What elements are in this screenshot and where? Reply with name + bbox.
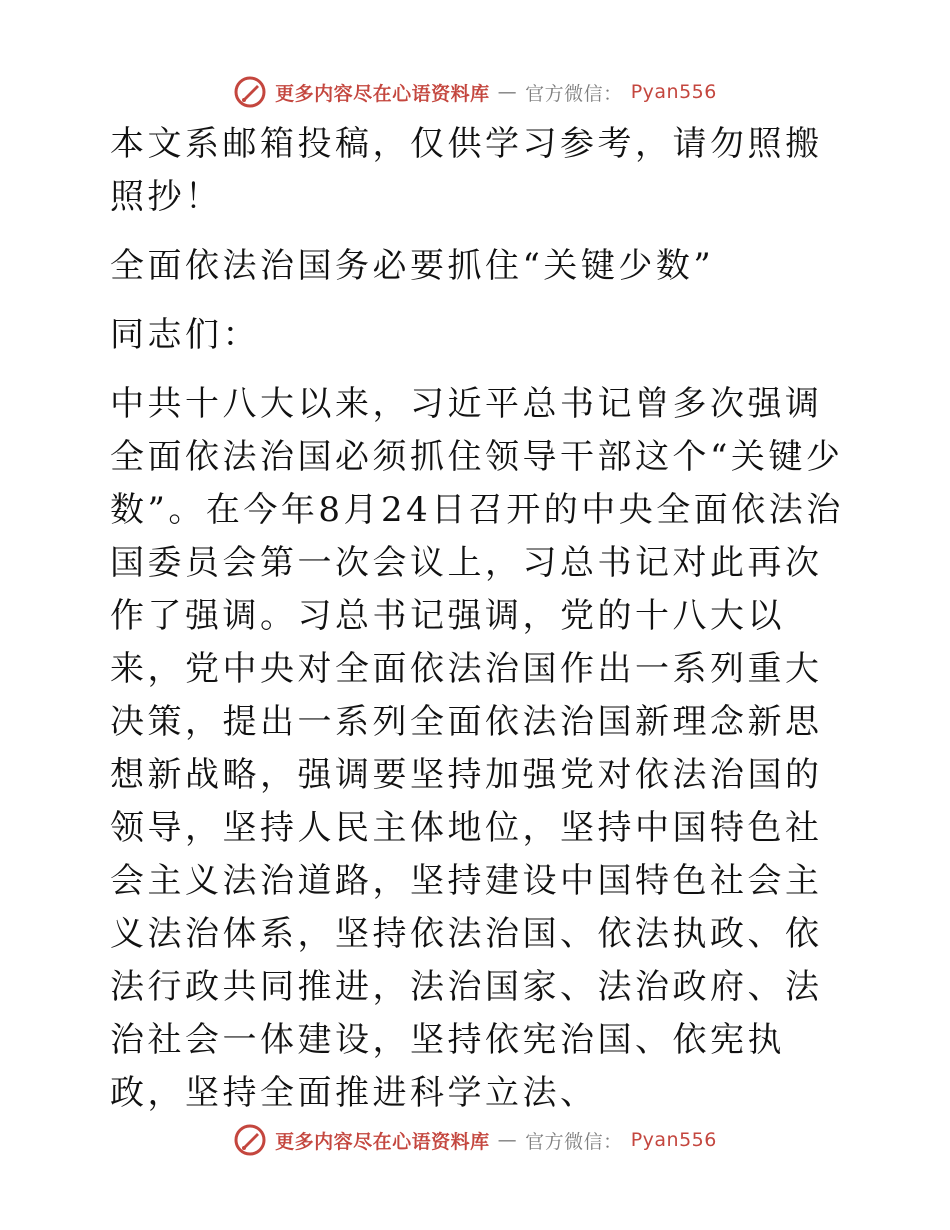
header-watermark — [0, 72, 950, 112]
watermark-main-text: 更多内容尽在心语资料库 — [275, 82, 490, 105]
greeting: 同志们： — [110, 315, 260, 355]
document-body — [98, 118, 858, 1136]
watermark-separator: — — [497, 1129, 518, 1151]
pen-seal-icon — [233, 1123, 267, 1157]
watermark-wechat-id: Pyan556 — [630, 81, 717, 103]
document-title: 全面依法治国务必要抓住“关键少数” — [110, 246, 715, 286]
watermark-suffix-text: 官方微信： — [525, 82, 623, 105]
submission-notice: 本文系邮箱投稿，仅供学习参考，请勿照搬照抄！ — [110, 124, 823, 217]
watermark-suffix-text: 官方微信： — [525, 1130, 623, 1153]
watermark-main-text: 更多内容尽在心语资料库 — [275, 1130, 490, 1153]
watermark-separator: — — [497, 81, 518, 103]
footer-watermark — [0, 1120, 950, 1160]
pen-seal-icon — [233, 75, 267, 109]
watermark-wechat-id: Pyan556 — [630, 1129, 717, 1151]
body-paragraph: 中共十八大以来，习近平总书记曾多次强调全面依法治国必须抓住领导干部这个“关键少数”。在今年8月24日召开的中央全面依法治国委员会第一次会议上，习总书记对此再次作了强调。习总书记强调，党的十八大以来，党中央对全面依法治国作出一系列重大决策，提出一系列全面依法治国新理念新思想新战略，强调要坚持加强党对依法治国的领导，坚持人民主体地位，坚持中国特色社会主义法治道路，坚持建设中国特色社会主义法治体系，坚持依法治国、依法执政、依法行政共同推进，法治国家、法治政府、法治社会一体建设，坚持依宪治国、依宪执政，坚持全面推进科学立法、 — [110, 384, 844, 1113]
